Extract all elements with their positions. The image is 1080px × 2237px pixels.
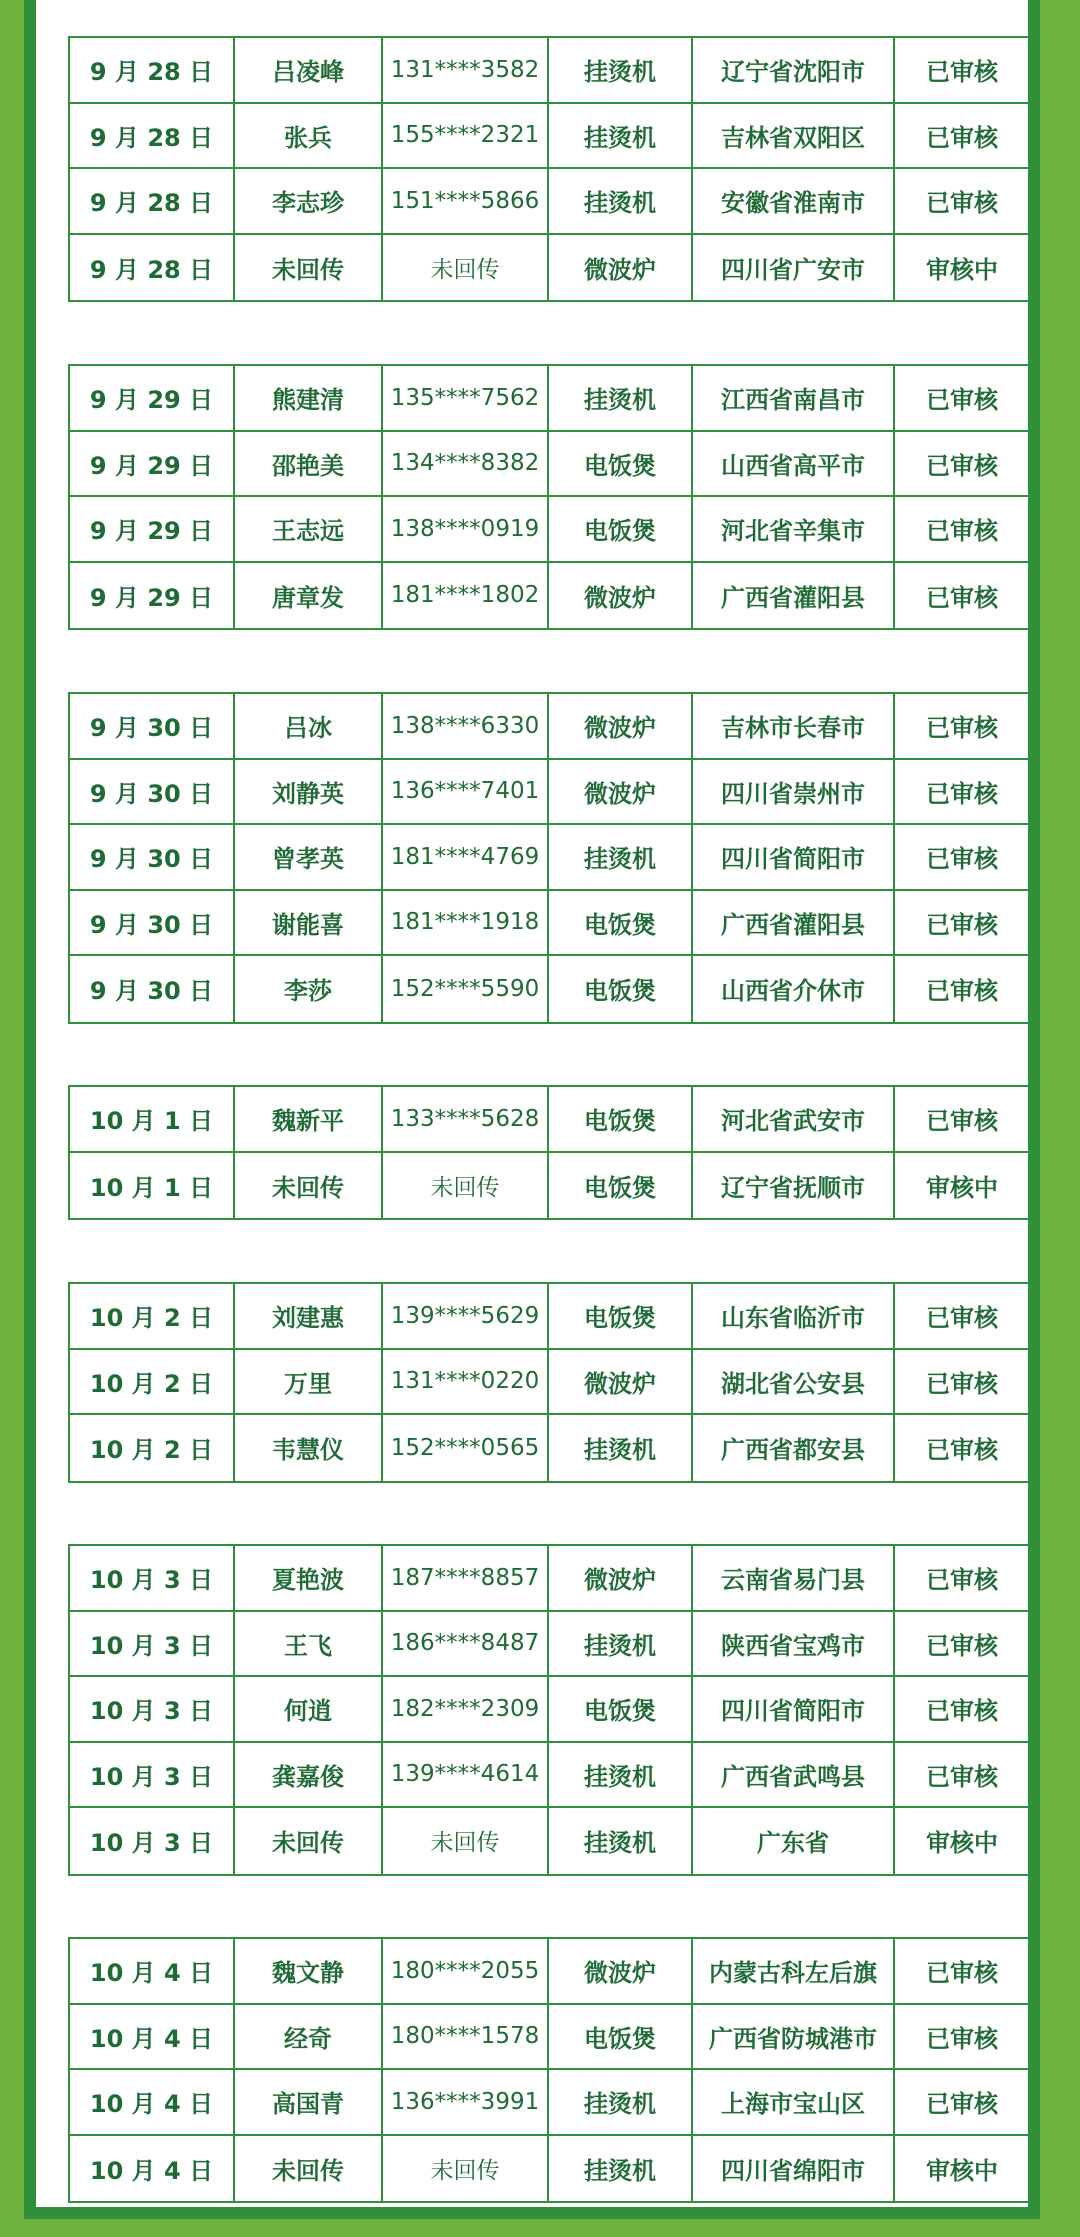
date-cell: 9 月 28 日 bbox=[70, 169, 235, 233]
product-cell: 电饭煲 bbox=[549, 1677, 693, 1741]
product-cell: 微波炉 bbox=[549, 1350, 693, 1414]
table-row bbox=[70, 497, 1029, 563]
table-row bbox=[70, 2070, 1029, 2136]
phone-cell: 136****7401 bbox=[383, 760, 549, 824]
date-cell: 10 月 1 日 bbox=[70, 1087, 235, 1151]
name-cell: 王志远 bbox=[235, 497, 383, 561]
region-cell: 四川省简阳市 bbox=[693, 825, 895, 889]
status-cell: 已审核 bbox=[926, 583, 998, 612]
table-row bbox=[70, 1153, 1029, 1219]
phone-cell: 未回传 bbox=[383, 1808, 549, 1874]
product-cell: 挂烫机 bbox=[549, 38, 693, 102]
name-cell: 刘建惠 bbox=[235, 1284, 383, 1348]
status-cell: 已审核 bbox=[926, 2024, 998, 2053]
table-row bbox=[70, 1677, 1029, 1743]
name-cell: 未回传 bbox=[235, 2136, 383, 2202]
phone-cell: 131****3582 bbox=[383, 38, 549, 102]
status-cell: 已审核 bbox=[926, 189, 998, 218]
name-cell: 吕凌峰 bbox=[235, 38, 383, 102]
name-cell: 李志珍 bbox=[235, 169, 383, 233]
date-cell: 10 月 2 日 bbox=[70, 1284, 235, 1348]
region-cell: 吉林省双阳区 bbox=[693, 104, 895, 168]
status-cell: 已审核 bbox=[926, 1762, 998, 1791]
product-cell: 挂烫机 bbox=[549, 1808, 693, 1874]
product-cell: 电饭煲 bbox=[549, 432, 693, 496]
product-cell: 电饭煲 bbox=[549, 2005, 693, 2069]
date-cell: 10 月 4 日 bbox=[70, 2070, 235, 2134]
record-table bbox=[68, 1282, 1031, 1483]
table-row bbox=[70, 1415, 1029, 1481]
name-cell: 吕冰 bbox=[235, 694, 383, 758]
phone-cell: 152****0565 bbox=[383, 1415, 549, 1481]
phone-cell: 未回传 bbox=[383, 1153, 549, 1219]
date-cell: 10 月 2 日 bbox=[70, 1350, 235, 1414]
product-cell: 微波炉 bbox=[549, 760, 693, 824]
date-cell: 10 月 4 日 bbox=[70, 2005, 235, 2069]
phone-cell: 135****7562 bbox=[383, 366, 549, 430]
table-row bbox=[70, 1284, 1029, 1350]
phone-cell: 181****1918 bbox=[383, 891, 549, 955]
date-cell: 9 月 30 日 bbox=[70, 891, 235, 955]
table-row bbox=[70, 825, 1029, 891]
phone-cell: 138****6330 bbox=[383, 694, 549, 758]
status-cell: 审核中 bbox=[926, 1829, 998, 1858]
name-cell: 未回传 bbox=[235, 235, 383, 301]
name-cell: 唐章发 bbox=[235, 563, 383, 629]
table-row bbox=[70, 1546, 1029, 1612]
region-cell: 广西省都安县 bbox=[693, 1415, 895, 1481]
status-cell: 已审核 bbox=[926, 451, 998, 480]
name-cell: 未回传 bbox=[235, 1153, 383, 1219]
region-cell: 四川省崇州市 bbox=[693, 760, 895, 824]
region-cell: 广西省灌阳县 bbox=[693, 563, 895, 629]
record-table bbox=[68, 36, 1031, 302]
phone-cell: 未回传 bbox=[383, 235, 549, 301]
phone-cell: 151****5866 bbox=[383, 169, 549, 233]
region-cell: 吉林市长春市 bbox=[693, 694, 895, 758]
name-cell: 韦慧仪 bbox=[235, 1415, 383, 1481]
phone-cell: 134****8382 bbox=[383, 432, 549, 496]
name-cell: 王飞 bbox=[235, 1612, 383, 1676]
product-cell: 挂烫机 bbox=[549, 1743, 693, 1807]
date-cell: 9 月 28 日 bbox=[70, 104, 235, 168]
status-cell: 已审核 bbox=[926, 845, 998, 874]
content-panel bbox=[36, 0, 1028, 2207]
record-table bbox=[68, 1544, 1031, 1876]
product-cell: 微波炉 bbox=[549, 1546, 693, 1610]
status-cell: 审核中 bbox=[926, 255, 998, 284]
name-cell: 龚嘉俊 bbox=[235, 1743, 383, 1807]
table-row bbox=[70, 1350, 1029, 1416]
region-cell: 山西省介休市 bbox=[693, 956, 895, 1022]
region-cell: 广西省武鸣县 bbox=[693, 1743, 895, 1807]
table-row bbox=[70, 891, 1029, 957]
region-cell: 安徽省淮南市 bbox=[693, 169, 895, 233]
name-cell: 曾孝英 bbox=[235, 825, 383, 889]
date-cell: 10 月 1 日 bbox=[70, 1153, 235, 1219]
date-cell: 9 月 30 日 bbox=[70, 956, 235, 1022]
table-row bbox=[70, 1612, 1029, 1678]
phone-cell: 155****2321 bbox=[383, 104, 549, 168]
table-row bbox=[70, 2005, 1029, 2071]
date-cell: 9 月 30 日 bbox=[70, 694, 235, 758]
phone-cell: 139****5629 bbox=[383, 1284, 549, 1348]
table-row bbox=[70, 432, 1029, 498]
date-cell: 9 月 30 日 bbox=[70, 825, 235, 889]
status-cell: 已审核 bbox=[926, 1107, 998, 1136]
product-cell: 电饭煲 bbox=[549, 1153, 693, 1219]
region-cell: 江西省南昌市 bbox=[693, 366, 895, 430]
table-row bbox=[70, 760, 1029, 826]
phone-cell: 139****4614 bbox=[383, 1743, 549, 1807]
phone-cell: 186****8487 bbox=[383, 1612, 549, 1676]
product-cell: 挂烫机 bbox=[549, 1415, 693, 1481]
region-cell: 山东省临沂市 bbox=[693, 1284, 895, 1348]
date-cell: 10 月 4 日 bbox=[70, 2136, 235, 2202]
status-cell: 已审核 bbox=[926, 1566, 998, 1595]
region-cell: 云南省易门县 bbox=[693, 1546, 895, 1610]
region-cell: 内蒙古科左后旗 bbox=[693, 1939, 895, 2003]
region-cell: 山西省高平市 bbox=[693, 432, 895, 496]
record-table bbox=[68, 1937, 1031, 2203]
record-table bbox=[68, 692, 1031, 1024]
region-cell: 广西省防城港市 bbox=[693, 2005, 895, 2069]
status-cell: 审核中 bbox=[926, 2156, 998, 2185]
name-cell: 何逍 bbox=[235, 1677, 383, 1741]
status-cell: 已审核 bbox=[926, 1369, 998, 1398]
region-cell: 四川省简阳市 bbox=[693, 1677, 895, 1741]
phone-cell: 180****2055 bbox=[383, 1939, 549, 2003]
product-cell: 电饭煲 bbox=[549, 1087, 693, 1151]
date-cell: 9 月 28 日 bbox=[70, 235, 235, 301]
product-cell: 挂烫机 bbox=[549, 2070, 693, 2134]
region-cell: 辽宁省抚顺市 bbox=[693, 1153, 895, 1219]
product-cell: 电饭煲 bbox=[549, 956, 693, 1022]
region-cell: 广西省灌阳县 bbox=[693, 891, 895, 955]
table-row bbox=[70, 1087, 1029, 1153]
product-cell: 电饭煲 bbox=[549, 891, 693, 955]
date-cell: 10 月 4 日 bbox=[70, 1939, 235, 2003]
phone-cell: 131****0220 bbox=[383, 1350, 549, 1414]
status-cell: 已审核 bbox=[926, 58, 998, 87]
name-cell: 魏文静 bbox=[235, 1939, 383, 2003]
table-row bbox=[70, 1743, 1029, 1809]
table-row bbox=[70, 1808, 1029, 1874]
product-cell: 微波炉 bbox=[549, 563, 693, 629]
region-cell: 陕西省宝鸡市 bbox=[693, 1612, 895, 1676]
date-cell: 9 月 28 日 bbox=[70, 38, 235, 102]
table-row bbox=[70, 694, 1029, 760]
date-cell: 9 月 29 日 bbox=[70, 366, 235, 430]
region-cell: 湖北省公安县 bbox=[693, 1350, 895, 1414]
status-cell: 已审核 bbox=[926, 1304, 998, 1333]
phone-cell: 133****5628 bbox=[383, 1087, 549, 1151]
record-table bbox=[68, 1085, 1031, 1220]
date-cell: 9 月 30 日 bbox=[70, 760, 235, 824]
region-cell: 四川省绵阳市 bbox=[693, 2136, 895, 2202]
status-cell: 已审核 bbox=[926, 779, 998, 808]
region-cell: 上海市宝山区 bbox=[693, 2070, 895, 2134]
table-row bbox=[70, 956, 1029, 1022]
table-row bbox=[70, 169, 1029, 235]
status-cell: 已审核 bbox=[926, 1631, 998, 1660]
date-cell: 10 月 3 日 bbox=[70, 1546, 235, 1610]
status-cell: 已审核 bbox=[926, 977, 998, 1006]
status-cell: 已审核 bbox=[926, 714, 998, 743]
table-row bbox=[70, 563, 1029, 629]
region-cell: 辽宁省沈阳市 bbox=[693, 38, 895, 102]
phone-cell: 136****3991 bbox=[383, 2070, 549, 2134]
status-cell: 已审核 bbox=[926, 910, 998, 939]
region-cell: 河北省辛集市 bbox=[693, 497, 895, 561]
date-cell: 10 月 3 日 bbox=[70, 1808, 235, 1874]
status-cell: 已审核 bbox=[926, 386, 998, 415]
region-cell: 河北省武安市 bbox=[693, 1087, 895, 1151]
product-cell: 挂烫机 bbox=[549, 104, 693, 168]
product-cell: 挂烫机 bbox=[549, 169, 693, 233]
product-cell: 微波炉 bbox=[549, 694, 693, 758]
record-table bbox=[68, 364, 1031, 630]
name-cell: 张兵 bbox=[235, 104, 383, 168]
phone-cell: 180****1578 bbox=[383, 2005, 549, 2069]
phone-cell: 181****1802 bbox=[383, 563, 549, 629]
name-cell: 夏艳波 bbox=[235, 1546, 383, 1610]
phone-cell: 181****4769 bbox=[383, 825, 549, 889]
status-cell: 已审核 bbox=[926, 2090, 998, 2119]
table-row bbox=[70, 1939, 1029, 2005]
date-cell: 10 月 3 日 bbox=[70, 1743, 235, 1807]
region-cell: 广东省 bbox=[693, 1808, 895, 1874]
date-cell: 9 月 29 日 bbox=[70, 563, 235, 629]
product-cell: 电饭煲 bbox=[549, 1284, 693, 1348]
table-row bbox=[70, 38, 1029, 104]
name-cell: 经奇 bbox=[235, 2005, 383, 2069]
name-cell: 刘静英 bbox=[235, 760, 383, 824]
name-cell: 魏新平 bbox=[235, 1087, 383, 1151]
status-cell: 已审核 bbox=[926, 1697, 998, 1726]
region-cell: 四川省广安市 bbox=[693, 235, 895, 301]
date-cell: 10 月 3 日 bbox=[70, 1612, 235, 1676]
name-cell: 邵艳美 bbox=[235, 432, 383, 496]
phone-cell: 152****5590 bbox=[383, 956, 549, 1022]
phone-cell: 182****2309 bbox=[383, 1677, 549, 1741]
table-row bbox=[70, 104, 1029, 170]
date-cell: 10 月 2 日 bbox=[70, 1415, 235, 1481]
date-cell: 9 月 29 日 bbox=[70, 432, 235, 496]
product-cell: 挂烫机 bbox=[549, 825, 693, 889]
name-cell: 未回传 bbox=[235, 1808, 383, 1874]
product-cell: 挂烫机 bbox=[549, 366, 693, 430]
name-cell: 谢能喜 bbox=[235, 891, 383, 955]
date-cell: 9 月 29 日 bbox=[70, 497, 235, 561]
table-row bbox=[70, 235, 1029, 301]
product-cell: 微波炉 bbox=[549, 1939, 693, 2003]
name-cell: 万里 bbox=[235, 1350, 383, 1414]
outer-frame bbox=[24, 0, 1040, 2219]
product-cell: 挂烫机 bbox=[549, 2136, 693, 2202]
status-cell: 已审核 bbox=[926, 123, 998, 152]
date-cell: 10 月 3 日 bbox=[70, 1677, 235, 1741]
phone-cell: 187****8857 bbox=[383, 1546, 549, 1610]
phone-cell: 未回传 bbox=[383, 2136, 549, 2202]
phone-cell: 138****0919 bbox=[383, 497, 549, 561]
table-row bbox=[70, 2136, 1029, 2202]
status-cell: 已审核 bbox=[926, 517, 998, 546]
name-cell: 高国青 bbox=[235, 2070, 383, 2134]
product-cell: 电饭煲 bbox=[549, 497, 693, 561]
status-cell: 已审核 bbox=[926, 1959, 998, 1988]
status-cell: 审核中 bbox=[926, 1173, 998, 1202]
table-row bbox=[70, 366, 1029, 432]
name-cell: 李莎 bbox=[235, 956, 383, 1022]
status-cell: 已审核 bbox=[926, 1436, 998, 1465]
product-cell: 微波炉 bbox=[549, 235, 693, 301]
product-cell: 挂烫机 bbox=[549, 1612, 693, 1676]
name-cell: 熊建清 bbox=[235, 366, 383, 430]
